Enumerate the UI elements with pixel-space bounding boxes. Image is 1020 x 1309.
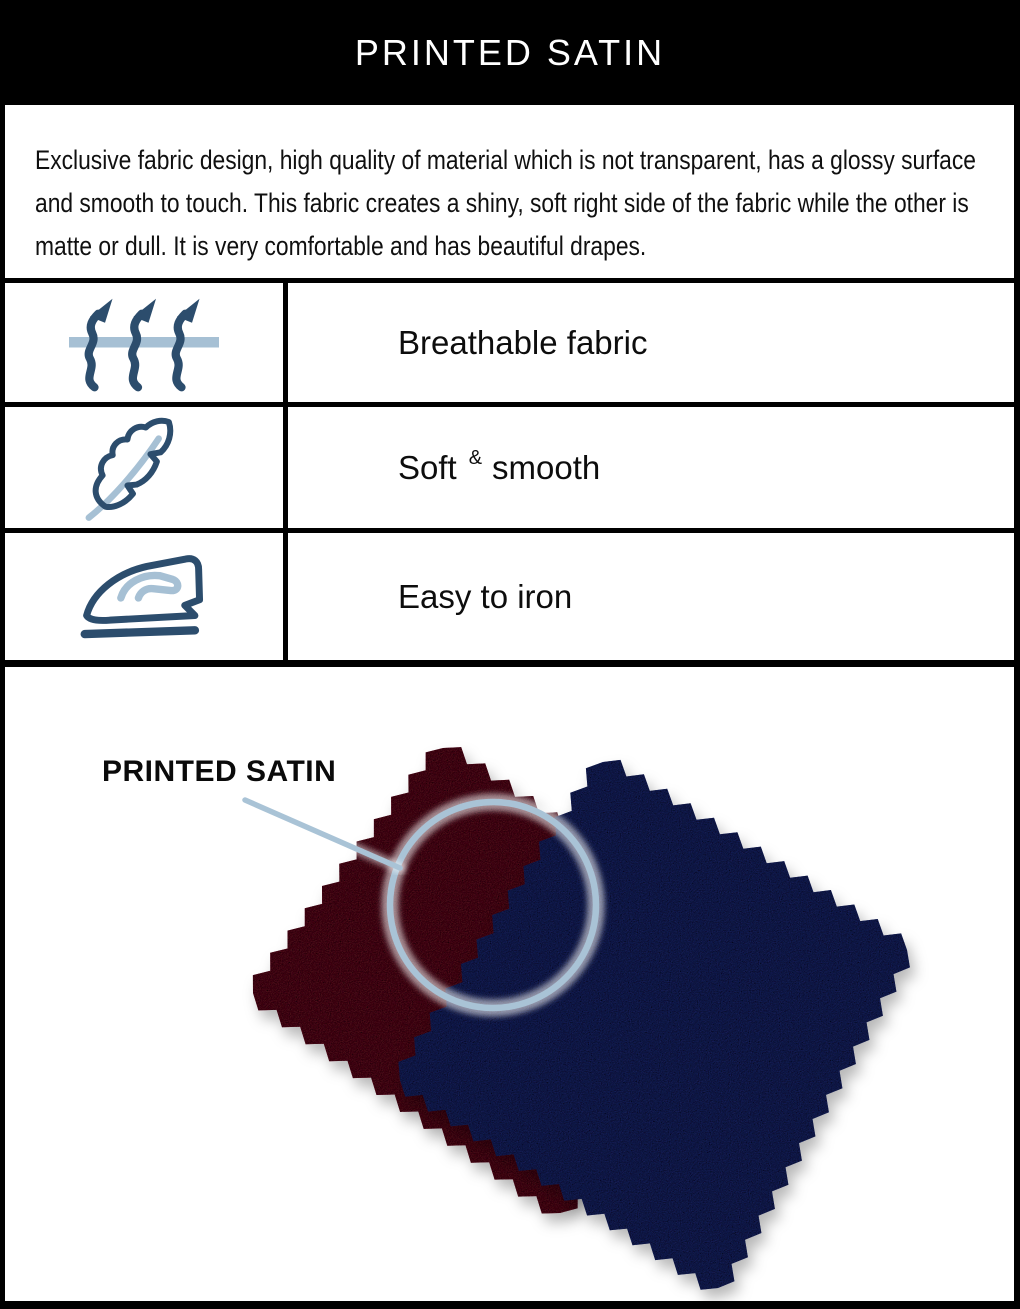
feature-row-soft-smooth — [5, 407, 1014, 533]
label-word-smooth: smooth — [492, 448, 601, 486]
label-word-soft: Soft — [398, 448, 457, 486]
description-text: Exclusive fabric design, high quality of material which is not transparent, has a glossy surface and smooth to touch. This fabric creates a shiny, soft right side of the fabric while the other is matte or dull. It is very comfortable and has beautiful drapes. — [35, 145, 976, 261]
header-banner — [0, 0, 1020, 105]
iron-icon-cell — [5, 533, 288, 660]
description-box — [5, 105, 1014, 283]
swatch-section — [5, 667, 1014, 1301]
feather-icon — [75, 413, 213, 523]
feature-label-iron: Easy to iron — [398, 577, 573, 615]
swatch-label: PRINTED SATIN — [102, 755, 337, 788]
feature-row-iron — [5, 533, 1014, 667]
page-title: PRINTED SATIN — [354, 31, 666, 73]
breathable-icon — [69, 294, 219, 392]
breathable-icon-cell — [5, 283, 288, 402]
feature-label-breathable: Breathable fabric — [398, 323, 648, 361]
feather-icon-cell — [5, 407, 288, 528]
feature-label-soft-smooth — [288, 407, 1014, 528]
iron-icon — [74, 547, 214, 647]
feature-row-breathable — [5, 283, 1014, 407]
label-ampersand: & — [468, 447, 483, 469]
